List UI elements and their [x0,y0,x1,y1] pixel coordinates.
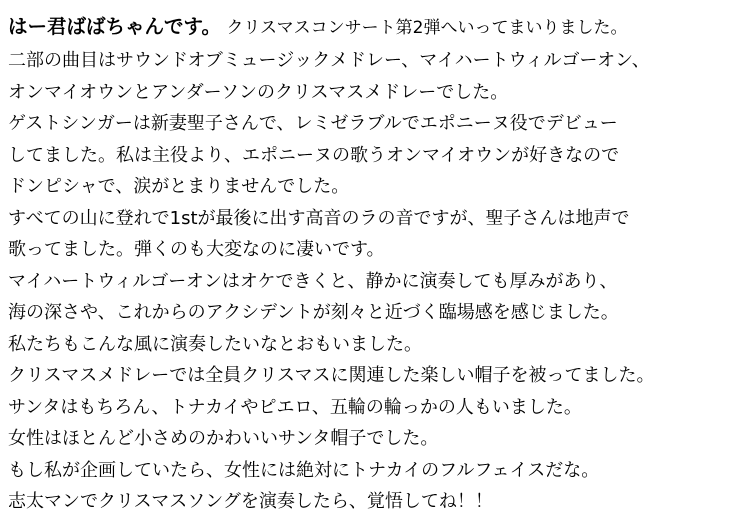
document-line: 二部の曲目はサウンドオブミュージックメドレー、マイハートウィルゴーオン、 [8,50,650,71]
document-line: 海の深さや、これからのアクシデントが刻々と近づく臨場感を感じました。 [8,302,619,323]
document-headline: はー君ばばちゃんです。 [8,15,221,38]
document-line: ドンピシャで、涙がとまりませんでした。 [8,176,350,197]
document-line: ゲストシンガーは新妻聖子さんで、レミゼラブルでエポニーヌ役でデビュー [8,113,618,134]
document-line: もし私が企画していたら、女性には絶対にトナカイのフルフェイスだな。 [8,459,600,481]
document-line: クリスマスメドレーでは全員クリスマスに関連した楽しい帽子を被ってました。 [8,365,655,386]
document-line: マイハートウィルゴーオンはオケできくと、静かに演奏しても厚みがあり、 [8,270,618,292]
document-headline-line [8,10,722,45]
document-line: 歌ってました。弾くのも大変なのに凄いです。 [8,239,385,260]
document-line: 女性はほとんど小さめのかわいいサンタ帽子でした。 [8,428,439,449]
document-headline-continuation: クリスマスコンサート第2弾へいってまいりました。 [220,18,628,38]
document-line: オンマイオウンとアンダーソンのクリスマスメドレーでした。 [8,81,509,103]
document-line: サンタはもちろん、トナカイやピエロ、五輪の輪っかの人もいました。 [8,396,582,418]
document-line: すべての山に登れで1stが最後に出す高音のラの音ですが、聖子さんは地声で [8,207,630,229]
document-line: 志太マンでクリスマスソングを演奏したら、覚悟してね！！ [8,491,493,512]
document-line: 私たちもこんな風に演奏したいなとおもいました。 [8,333,422,355]
document-line: してました。私は主役より、エポニーヌの歌うオンマイオウンが好きなので [8,144,620,166]
